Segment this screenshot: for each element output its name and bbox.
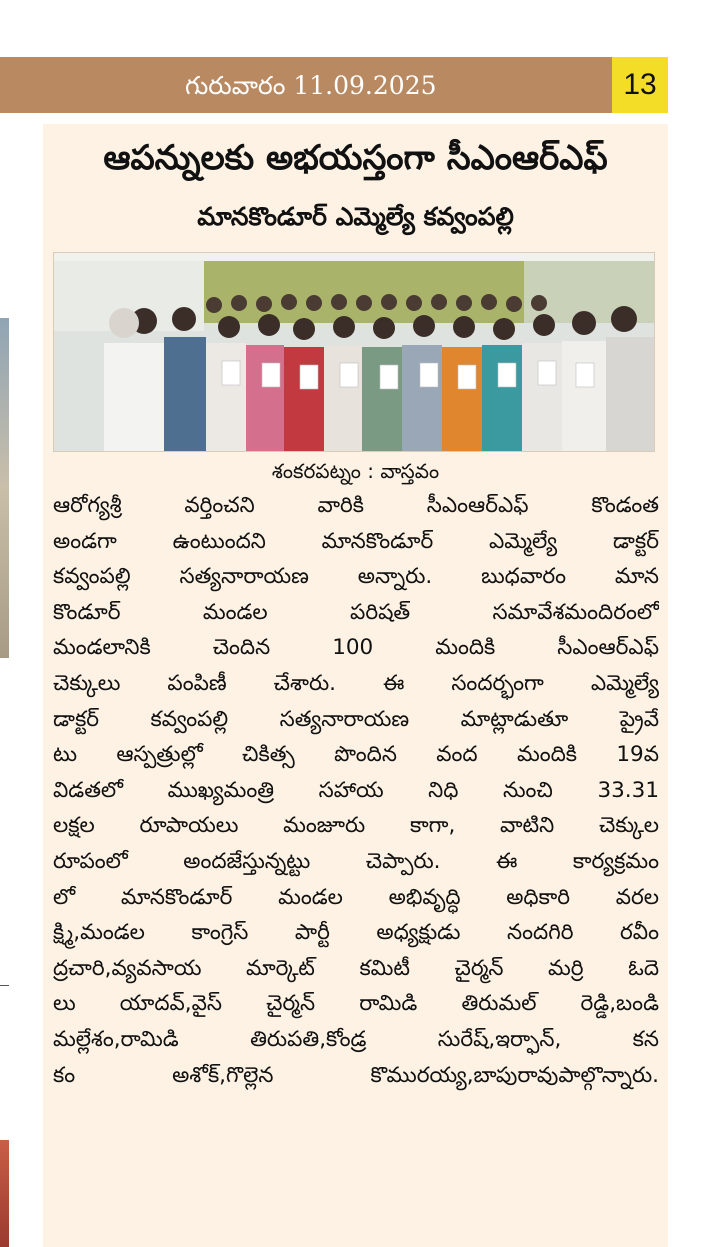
body-line: కం అశోక్,గొల్లెన కొమురయ్య,బాపురావుపాల్గొన్నారు. xyxy=(53,1062,659,1088)
news-article xyxy=(43,124,668,1247)
adjacent-article-photo-edge-lower xyxy=(0,1140,9,1247)
article-dateline: శంకరపట్నం : వాస్తవం xyxy=(271,459,440,483)
article-body xyxy=(53,488,659,1093)
body-line: లు యాదవ్,వైస్ చైర్మన్ రామిడి తిరుమల్ రెడ్డి,బండి xyxy=(53,991,659,1017)
body-line: లక్షల రూపాయలు మంజూరు కాగా, వాటిని చెక్కుల xyxy=(53,813,659,839)
article-headline: ఆపన్నులకు అభయస్తంగా సీఎంఆర్ఎఫ్ xyxy=(103,138,608,178)
body-line: లో మానకొండూర్ మండల అభివృద్ధి అధికారి వరల xyxy=(53,884,659,910)
body-line: మల్లేశం,రామిడి తిరుపతి,కోండ్ర సురేష్,ఇర్ఫాన్, కన xyxy=(53,1026,659,1052)
body-line: అండగా ఉంటుందని మానకొండూర్ ఎమ్మెల్యే డాక్టర్ xyxy=(53,528,659,554)
body-line: క్ష్మి,మండల కాంగ్రెస్ పార్టీ అధ్యక్షుడు నందగిరి రవీం xyxy=(53,920,659,946)
article-subheadline: మానకొండూర్ ఎమ్మెల్యే కవ్వంపల్లి xyxy=(197,202,514,231)
header-date-value: 11.09.2025 xyxy=(293,71,437,100)
body-line: కవ్వంపల్లి సత్యనారాయణ అన్నారు. బుధవారం మాన xyxy=(53,564,659,590)
body-line: డాక్టర్ కవ్వంపల్లి సత్యనారాయణ మాట్లాడుతూ ప్రైవే xyxy=(53,706,659,732)
body-line: మండలానికి చెందిన 100 మందికి సీఎంఆర్ఎఫ్ xyxy=(53,635,659,661)
body-line: చెక్కులు పంపిణీ చేశారు. ఈ సందర్భంగా ఎమ్మెల్యే xyxy=(53,670,659,696)
adjacent-column-rule xyxy=(0,985,9,986)
body-line: కొండూర్ మండల పరిషత్ సమావేశమందిరంలో xyxy=(53,599,659,625)
header-day: గురువారం xyxy=(185,71,286,100)
body-line: ద్రచారి,వ్యవసాయ మార్కెట్ కమిటీ చైర్మన్ మర్రి ఓదె xyxy=(53,955,659,981)
body-line: ఆరోగ్యశ్రీ వర్తించని వారికి సీఎంఆర్ఎఫ్ కొండంత xyxy=(53,493,659,518)
adjacent-article-photo-edge xyxy=(0,318,9,658)
page-header-date xyxy=(185,66,437,106)
body-line: టు ఆస్పత్రుల్లో చికిత్స పొందిన వంద మందికి 19వ xyxy=(53,742,659,768)
article-photo xyxy=(53,252,655,452)
page-number-badge: 13 xyxy=(612,57,668,113)
body-line: విడతలో ముఖ్యమంత్రి సహాయ నిధి నుంచి 33.31 xyxy=(53,777,659,803)
body-line: రూపంలో అందజేస్తున్నట్టు చెప్పారు. ఈ కార్యక్రమం xyxy=(53,848,659,874)
group-photo-illustration xyxy=(54,253,654,451)
